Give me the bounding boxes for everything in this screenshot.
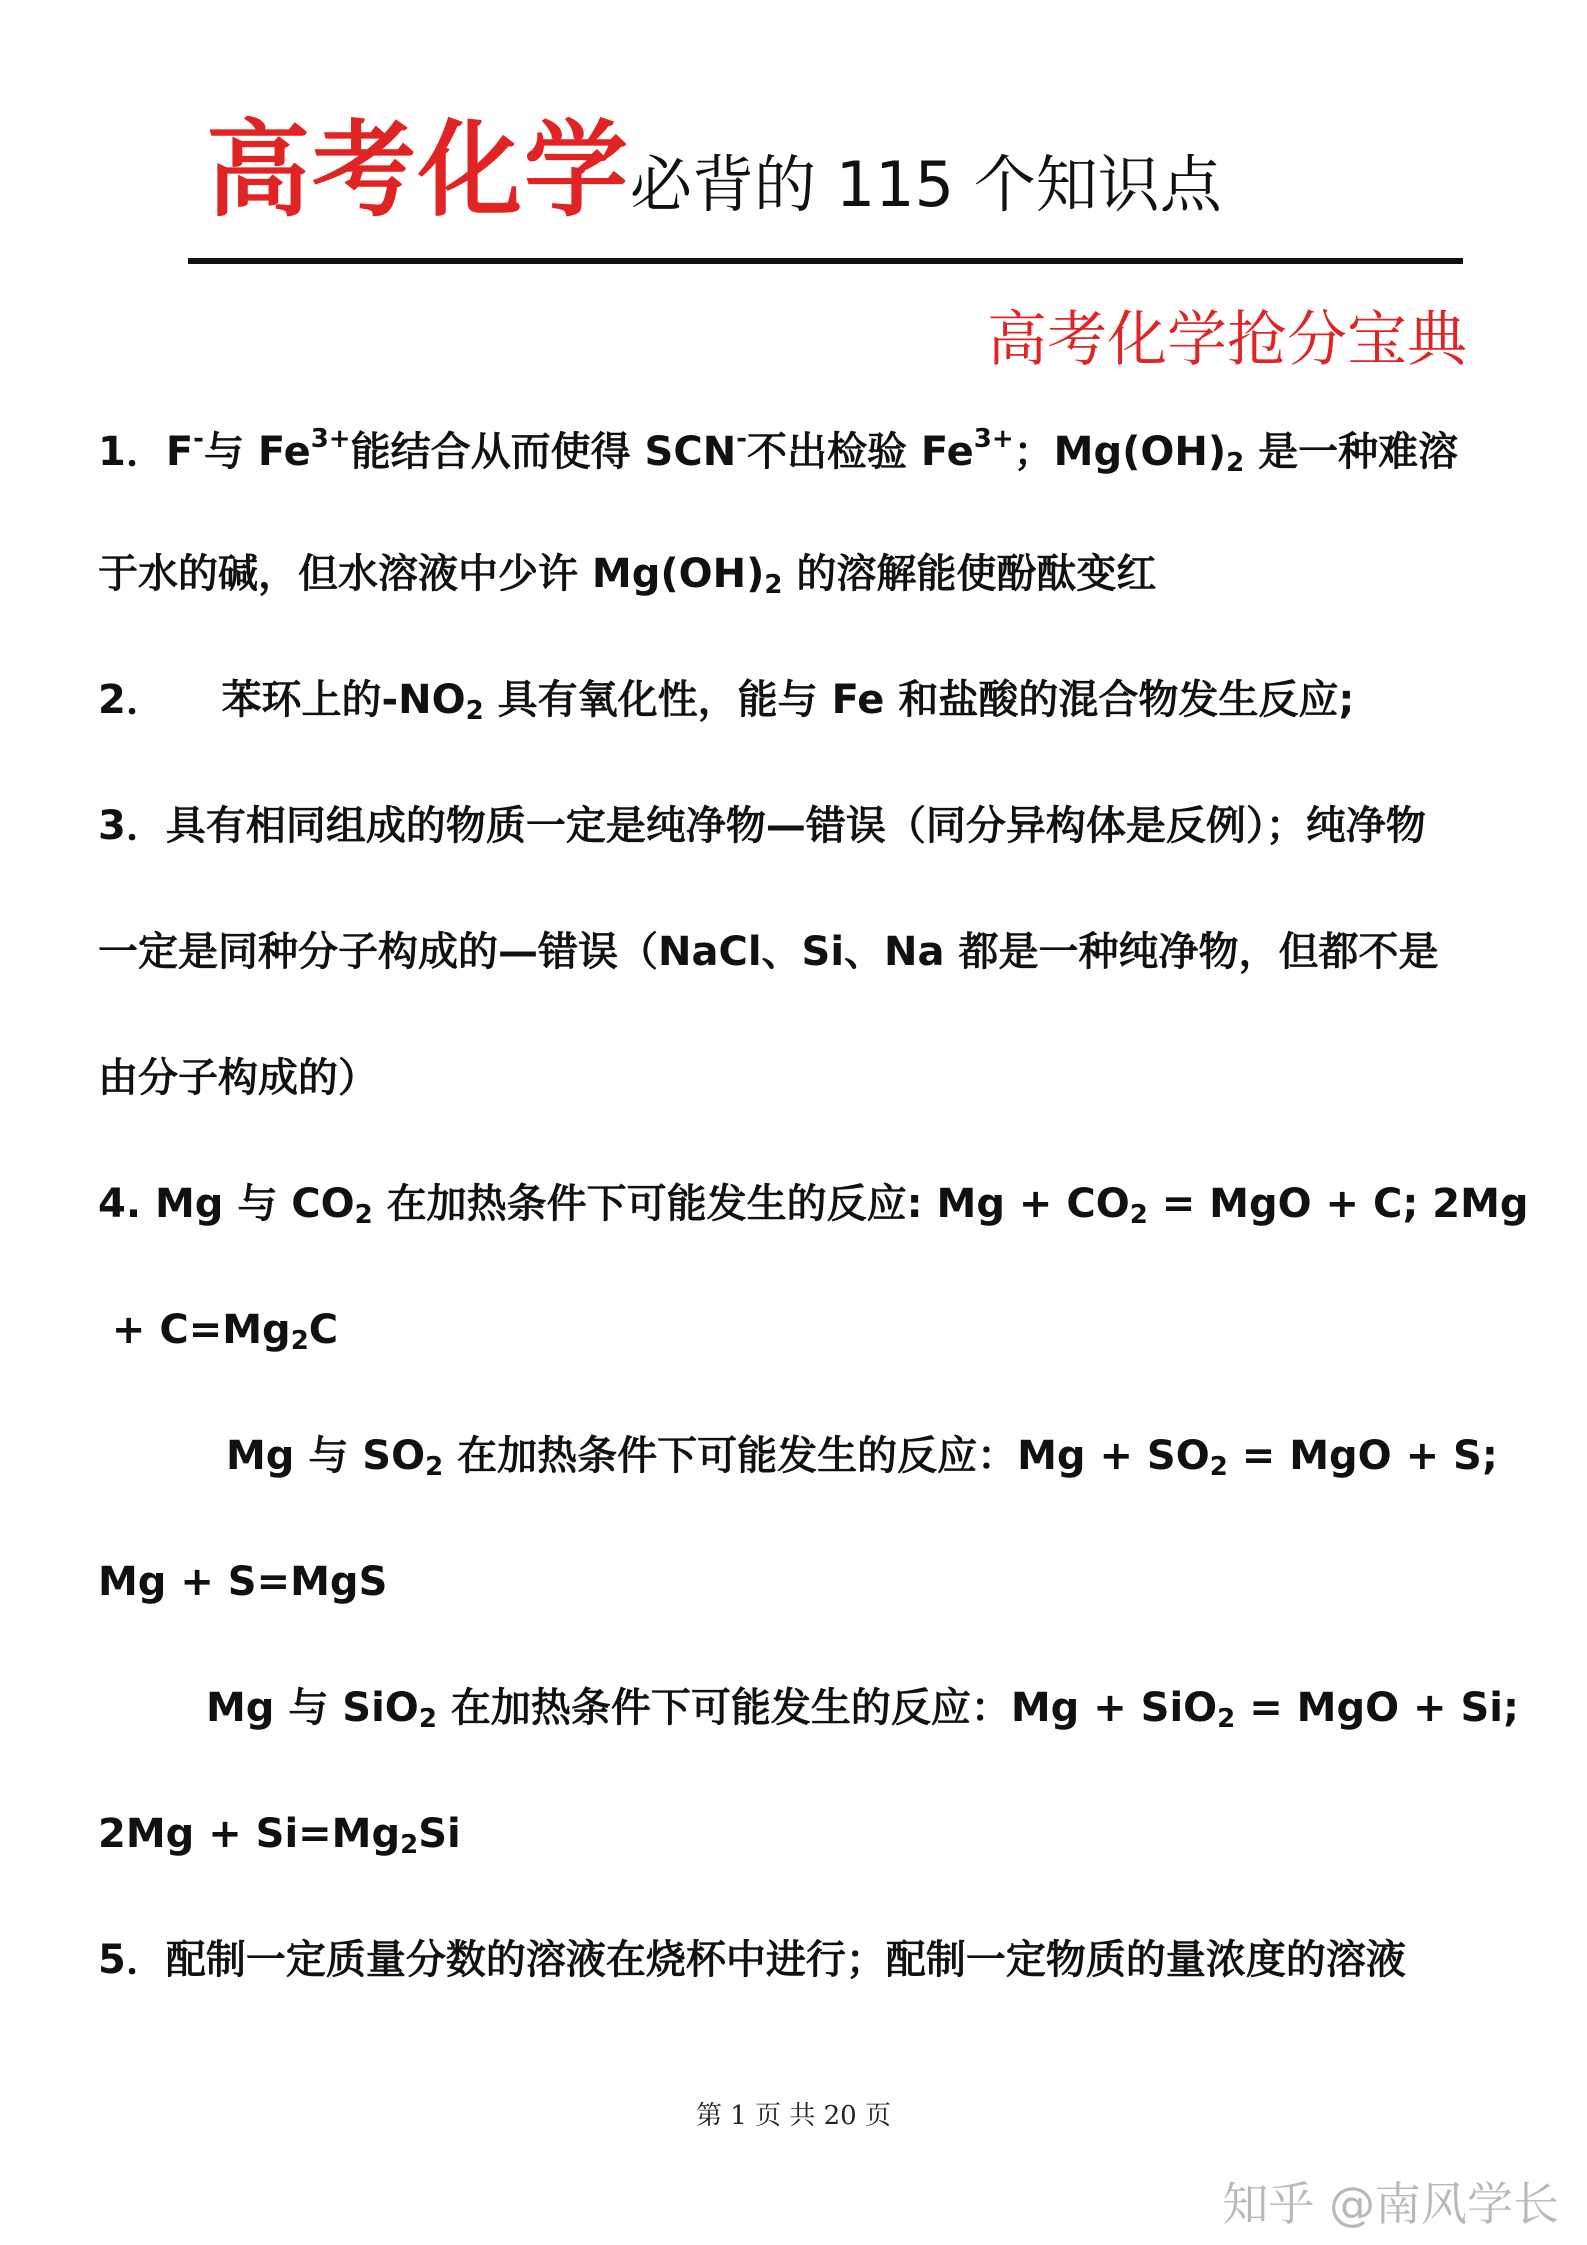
watermark: 知乎 @南风学长: [1222, 2177, 1559, 2231]
title-sub: 必背的 115 个知识点: [630, 148, 1222, 221]
title-divider: [188, 258, 1463, 264]
item-4-line-1: 4. Mg 与 $CO_2$ 在加热条件下可能发生的反应: $Mg + CO_2$ = MgO + C; 2Mg: [98, 1181, 1529, 1230]
item-1-line-2: 于水的碱，但水溶液中少许 $Mg(OH)_2$ 的溶解能使酚酞变红: [98, 551, 1157, 600]
item-4-line-5: Mg 与 SiO$_2$ 在加热条件下可能发生的反应：Mg + SiO$_2$ = MgO + Si;: [206, 1685, 1519, 1734]
item-3-line-1: 3．具有相同组成的物质一定是纯净物—错误（同分异构体是反例）；纯净物: [98, 803, 1426, 849]
item-5-line-1: 5．配制一定质量分数的溶液在烧杯中进行；配制一定物质的量浓度的溶液: [98, 1937, 1406, 1983]
item-3-line-2: 一定是同种分子构成的—错误（NaCl、Si、Na 都是一种纯净物，但都不是: [98, 929, 1439, 975]
item-4-line-4: Mg + S=MgS: [98, 1559, 388, 1605]
item-4-line-3: Mg 与 $SO_2$ 在加热条件下可能发生的反应：$Mg + SO_2$ = MgO + S;: [226, 1433, 1498, 1482]
document-title: [206, 109, 1222, 231]
item-4-line-6: $2Mg + Si=Mg_2Si$: [98, 1811, 461, 1860]
page-number: 第 1 页 共 20 页: [696, 2101, 891, 2131]
item-1-line-1: 1．F-与 $Fe^{3+}$能结合从而使得 SCN-不出检验 $Fe^{3+}$；$Mg(OH)_2$ 是一种难溶: [98, 424, 1459, 478]
item-2: 2． 苯环上的$-NO_2$ 具有氧化性，能与 Fe 和盐酸的混合物发生反应;: [98, 677, 1355, 726]
item-3-line-3: 由分子构成的）: [98, 1055, 378, 1101]
item-4-line-2: + $C=Mg_2C$: [98, 1307, 339, 1356]
document-subtitle: 高考化学抢分宝典: [987, 305, 1467, 375]
title-main: 高考化学: [206, 109, 631, 231]
